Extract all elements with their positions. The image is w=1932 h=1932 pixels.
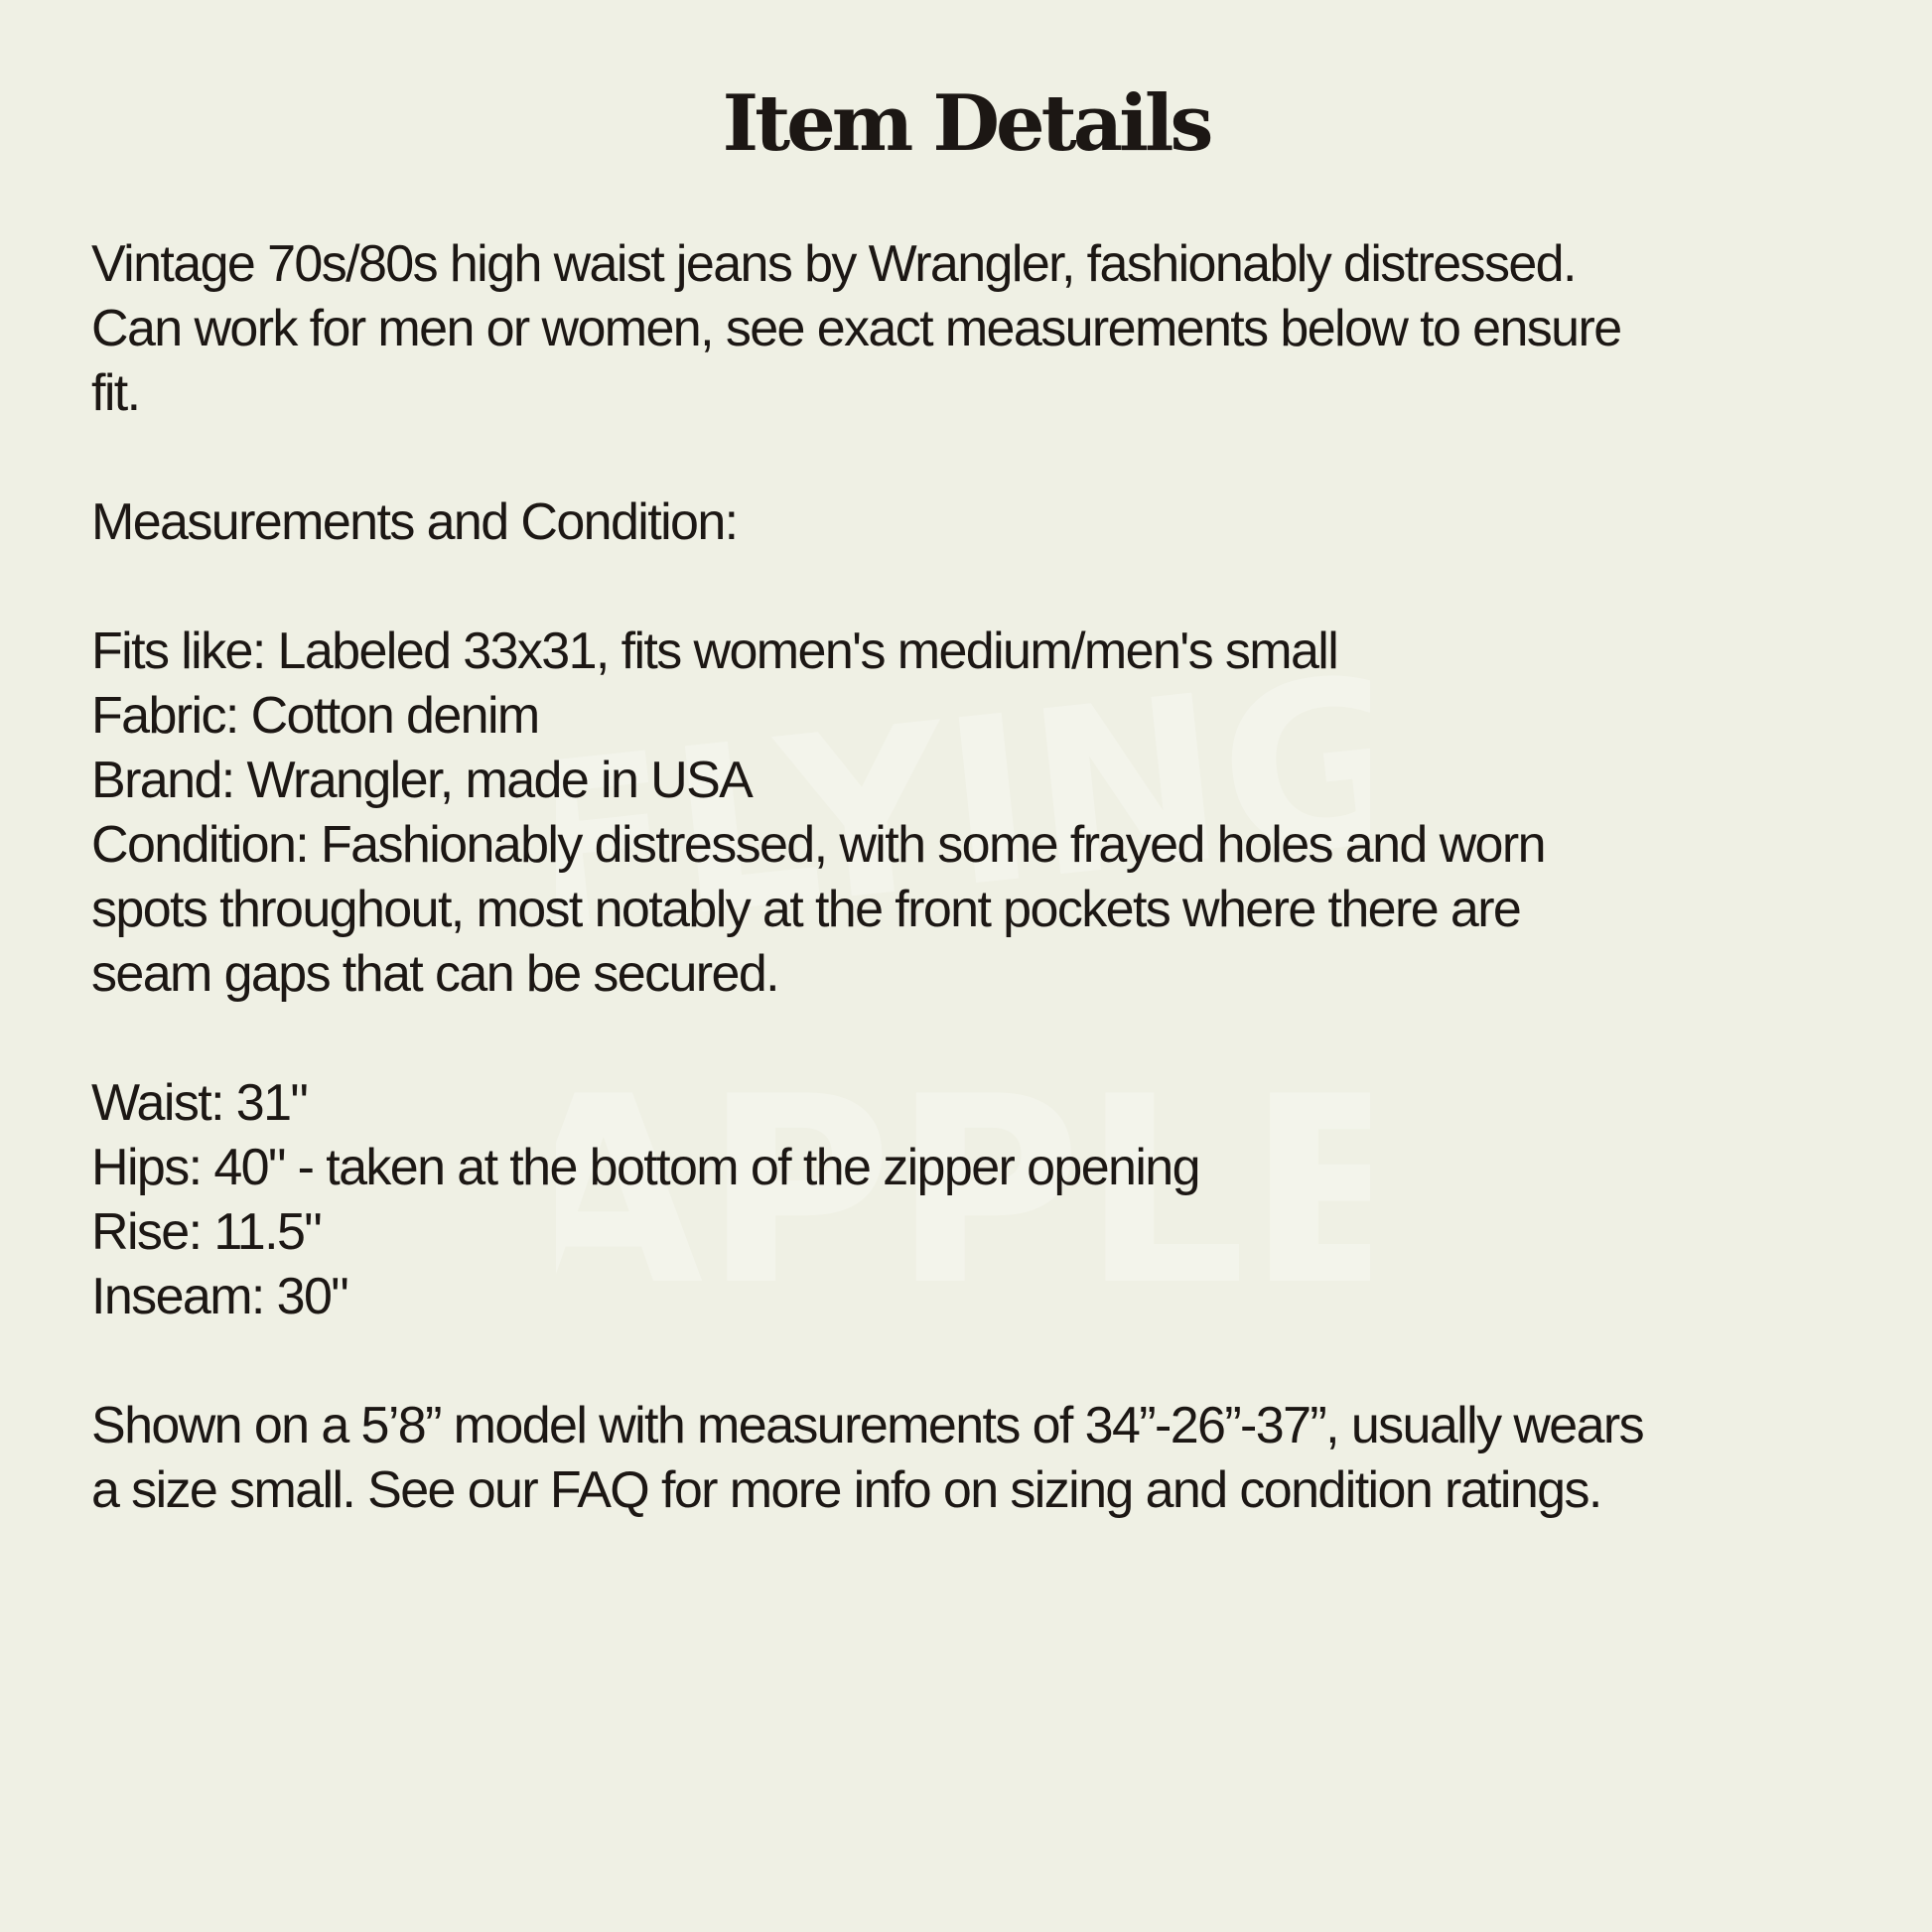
hips-measurement: Hips: 40" - taken at the bottom of the zipper opening	[91, 1139, 1199, 1196]
watermark-line-1: FLYING	[556, 626, 1370, 985]
description-line: fit.	[91, 364, 140, 422]
fits-like-detail: Fits like: Labeled 33x31, fits women's medium/men's small	[91, 622, 1338, 680]
brand-detail: Brand: Wrangler, made in USA	[91, 752, 753, 809]
waist-measurement: Waist: 31"	[91, 1074, 308, 1132]
rise-measurement: Rise: 11.5"	[91, 1203, 322, 1261]
fabric-detail: Fabric: Cotton denim	[91, 687, 539, 745]
section-heading: Measurements and Condition:	[91, 493, 738, 551]
item-description	[91, 232, 1859, 1523]
page-title: Item Details	[722, 78, 1210, 169]
condition-detail: spots throughout, most notably at the front pockets where there are	[91, 881, 1521, 938]
inseam-measurement: Inseam: 30"	[91, 1268, 348, 1325]
model-note: a size small. See our FAQ for more info on sizing and condition ratings.	[91, 1461, 1601, 1519]
condition-detail: Condition: Fashionably distressed, with some frayed holes and worn	[91, 816, 1545, 874]
model-note: Shown on a 5’8” model with measurements of 34”-26”-37”, usually wears	[91, 1397, 1644, 1454]
watermark-line-2: APPLE	[556, 1042, 1370, 1340]
condition-detail: seam gaps that can be secured.	[91, 945, 779, 1003]
description-line: Can work for men or women, see exact measurements below to ensure	[91, 300, 1621, 357]
description-line: Vintage 70s/80s high waist jeans by Wrangler, fashionably distressed.	[91, 235, 1576, 293]
